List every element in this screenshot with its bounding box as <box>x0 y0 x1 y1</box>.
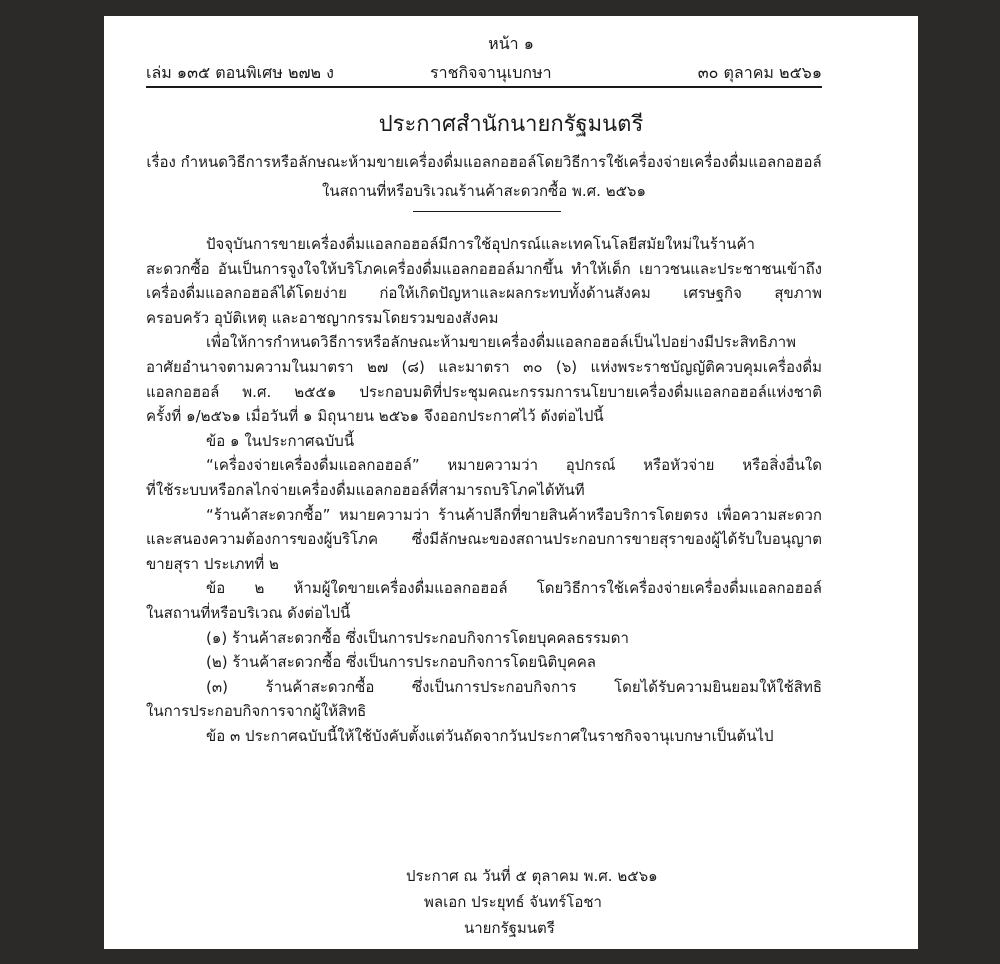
body-line: เครื่องดื่มแอลกอฮอล์ได้โดยง่าย ก่อให้เกิดปัญหาและผลกระทบทั้งด้านสังคม เศรษฐกิจ สุขภาพ <box>146 284 822 303</box>
publication-date: ๓๐ ตุลาคม ๒๕๖๑ <box>697 63 822 82</box>
body-line: แอลกอฮอล์ พ.ศ. ๒๕๕๑ ประกอบมติที่ประชุมคณะกรรมการนโยบายเครื่องดื่มแอลกอฮอล์แห่งชาติ <box>146 382 822 401</box>
signatory-name: พลเอก ประยุทธ์ จันทร์โอชา <box>424 893 602 911</box>
announcement-subject <box>144 148 824 206</box>
body-line: สะดวกซื้อ อันเป็นการจูงใจให้บริโภคเครื่องดื่มแอลกอฮอล์มากขึ้น ทำให้เด็ก เยาวชนและประชาชนเข้าถึง <box>146 259 822 278</box>
body-line: อาศัยอำนาจตามความในมาตรา ๒๗ (๘) และมาตรา ๓๐ (๖) แห่งพระราชบัญญัติควบคุมเครื่องดื่ม <box>146 357 822 376</box>
document-page <box>104 16 918 949</box>
title-divider <box>413 211 561 212</box>
signatory-position: นายกรัฐมนตรี <box>464 919 555 937</box>
clause-1-heading: ข้อ ๑ ในประกาศฉบับนี้ <box>206 431 355 450</box>
definition-dispenser: ที่ใช้ระบบหรือกลไกจ่ายเครื่องดื่มแอลกอฮอล์ที่สามารถบริโภคได้ทันที <box>146 480 585 499</box>
body-line: ครอบครัว อุบัติเหตุ และอาชญากรรมโดยรวมของสังคม <box>146 308 499 327</box>
announcement-title: ประกาศสำนักนายกรัฐมนตรี <box>378 112 644 137</box>
clause-2: ข้อ ๒ ห้ามผู้ใดขายเครื่องดื่มแอลกอฮอล์ โดยวิธีการใช้เครื่องจ่ายเครื่องดื่มแอลกอฮอล์ <box>206 579 822 598</box>
subject-line: ในสถานที่หรือบริเวณร้านค้าสะดวกซื้อ พ.ศ. ๒๕๖๑ <box>322 182 646 200</box>
header-divider <box>146 86 822 88</box>
subject-line: เรื่อง กำหนดวิธีการหรือลักษณะห้ามขายเครื่องดื่มแอลกอฮอล์โดยวิธีการใช้เครื่องจ่ายเครื่องดื่มแอลกอฮอล์ <box>146 153 822 171</box>
announcement-date: ประกาศ ณ วันที่ ๕ ตุลาคม พ.ศ. ๒๕๖๑ <box>406 867 658 885</box>
body-line: ครั้งที่ ๑/๒๕๖๑ เมื่อวันที่ ๑ มิถุนายน ๒๕๖๑ จึงออกประกาศไว้ ดังต่อไปนี้ <box>146 407 604 426</box>
clause-2-item-2: (๒) ร้านค้าสะดวกซื้อ ซึ่งเป็นการประกอบกิจการโดยนิติบุคคล <box>206 653 596 672</box>
gazette-header <box>146 62 822 84</box>
publication-name: ราชกิจจานุเบกษา <box>430 63 552 82</box>
definition-convenience-store: “ร้านค้าสะดวกซื้อ” หมายความว่า ร้านค้าปลีกที่ขายสินค้าหรือบริการโดยตรง เพื่อความสะดวก <box>206 505 822 524</box>
definition-convenience-store: ขายสุรา ประเภทที่ ๒ <box>146 554 279 573</box>
definition-dispenser: “เครื่องจ่ายเครื่องดื่มแอลกอฮอล์” หมายความว่า อุปกรณ์ หรือหัวจ่าย หรือสิ่งอื่นใด <box>206 456 822 475</box>
clause-2-item-3: (๓) ร้านค้าสะดวกซื้อ ซึ่งเป็นการประกอบกิจการ โดยได้รับความยินยอมให้ใช้สิทธิ <box>206 677 822 696</box>
page-number: หน้า ๑ <box>488 34 534 53</box>
clause-2-item-3: ในการประกอบกิจการจากผู้ให้สิทธิ <box>146 702 367 721</box>
body-line: ปัจจุบันการขายเครื่องดื่มแอลกอฮอล์มีการใช้อุปกรณ์และเทคโนโลยีสมัยใหม่ในร้านค้า <box>206 235 755 253</box>
clause-3: ข้อ ๓ ประกาศฉบับนี้ให้ใช้บังคับตั้งแต่วันถัดจากวันประกาศในราชกิจจานุเบกษาเป็นต้นไป <box>206 726 774 745</box>
definition-convenience-store: และสนองความต้องการของผู้บริโภค ซึ่งมีลักษณะของสถานประกอบการขายสุราของผู้ได้รับใบอนุญาต <box>146 530 822 549</box>
clause-2: ในสถานที่หรือบริเวณ ดังต่อไปนี้ <box>146 603 351 622</box>
clause-2-item-1: (๑) ร้านค้าสะดวกซื้อ ซึ่งเป็นการประกอบกิจการโดยบุคคลธรรมดา <box>206 628 629 647</box>
document-body <box>146 232 822 748</box>
body-line: เพื่อให้การกำหนดวิธีการหรือลักษณะห้ามขายเครื่องดื่มแอลกอฮอล์เป็นไปอย่างมีประสิทธิภาพ <box>206 333 797 352</box>
volume-info: เล่ม ๑๓๕ ตอนพิเศษ ๒๗๒ ง <box>146 63 334 82</box>
